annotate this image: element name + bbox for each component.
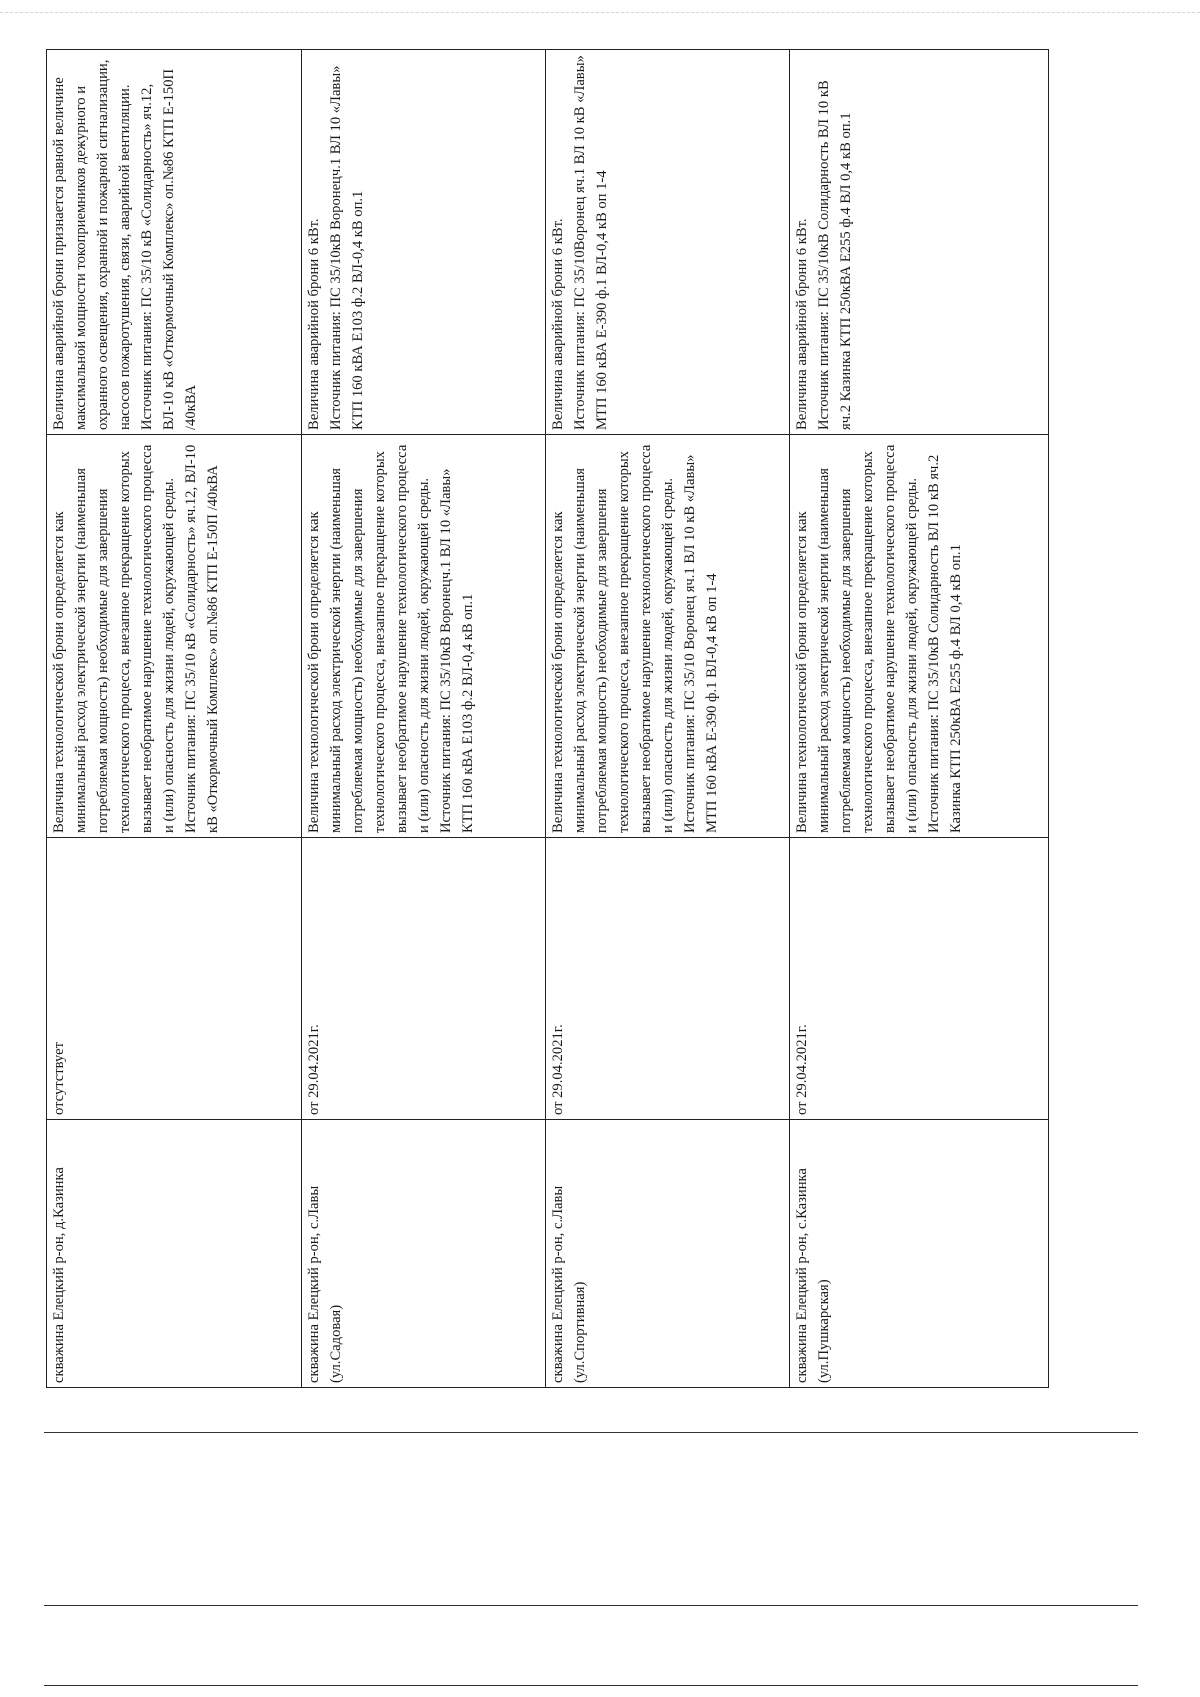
divider-line [44, 1605, 1138, 1606]
act-date-cell: от 29.04.2021г. [302, 838, 546, 1120]
object-cell: скважина Елецкий р-он, с.Казинка (ул.Пушкарская) [790, 1120, 1049, 1388]
table-row [546, 50, 790, 1388]
tech-reserve-cell: Величина технологической брони определяется как минимальный расход электрической энергии (наименьшая потребляемая мощность) необходимые для завершения технологического процесса, внезапное прекращение которых вызывает необратимое нарушение технологического процесса и (или) опасность для жизни людей, окружающей среды. Источник питания: ПС 35/10кВ Воронецч.1 ВЛ 10 «Лавы» КТП 160 кВА Е103 ф.2 ВЛ-0,4 кВ оп.1 [302, 435, 546, 838]
scan-top-edge [0, 12, 1200, 13]
emergency-reserve-cell: Величина аварийной брони признается равной величине максимальной мощности токоприемников дежурного и охранного освещения, охранной и пожарной сигнализации, насосов пожаротушения, связи, аварийной вентиляции. Источник питания: ПС 35/10 кВ «Солидарность» яч.12, ВЛ-10 кВ «Откормочный Комплекс» оп.№86 КТП Е-150П /40кВА [47, 50, 302, 435]
tech-reserve-cell: Величина технологической брони определяется как минимальный расход электрической энергии (наименьшая потребляемая мощность) необходимые для завершения технологического процесса, внезапное прекращение которых вызывает необратимое нарушение технологического процесса и (или) опасность для жизни людей, окружающей среды. Источник питания: ПС 35/10кВ Солидарность ВЛ 10 кВ яч.2 Казинка КТП 250кВА Е255 ф.4 ВЛ 0,4 кВ оп.1 [790, 435, 1049, 838]
divider-line [44, 1685, 1138, 1686]
table-row [302, 50, 546, 1388]
object-cell: скважина Елецкий р-он, д.Казинка [47, 1120, 302, 1388]
object-cell: скважина Елецкий р-он, с.Лавы (ул.Садовая) [302, 1120, 546, 1388]
act-date-cell: отсутствует [47, 838, 302, 1120]
object-cell: скважина Елецкий р-он, с.Лавы (ул.Спортивная) [546, 1120, 790, 1388]
emergency-reserve-cell: Величина аварийной брони 6 кВт. Источник питания: ПС 35/10кВ Воронецч.1 ВЛ 10 «Лавы» КТП 160 кВА Е103 ф.2 ВЛ-0,4 кВ оп.1 [302, 50, 546, 435]
rotated-table-container [46, 50, 1048, 1388]
act-date-cell: от 29.04.2021г. [546, 838, 790, 1120]
reserve-table [46, 49, 1049, 1388]
table-row [47, 50, 302, 1388]
act-date-cell: от 29.04.2021г. [790, 838, 1049, 1120]
tech-reserve-cell: Величина технологической брони определяется как минимальный расход электрической энергии (наименьшая потребляемая мощность) необходимые для завершения технологического процесса, внезапное прекращение которых вызывает необратимое нарушение технологического процесса и (или) опасность для жизни людей, окружающей среды. Источник питания: ПС 35/10 Воронец яч.1 ВЛ 10 кВ «Лавы» МТП 160 кВА Е-390 ф.1 ВЛ-0,4 кВ оп 1-4 [546, 435, 790, 838]
table-row [790, 50, 1049, 1388]
emergency-reserve-cell: Величина аварийной брони 6 кВт. Источник питания: ПС 35/10Воронец яч.1 ВЛ 10 кВ «Лавы» МТП 160 кВА Е-390 ф.1 ВЛ-0,4 кВ оп 1-4 [546, 50, 790, 435]
divider-line [44, 1432, 1138, 1433]
tech-reserve-cell: Величина технологической брони определяется как минимальный расход электрической энергии (наименьшая потребляемая мощность) необходимые для завершения технологического процесса, внезапное прекращение которых вызывает необратимое нарушение технологического процесса и (или) опасность для жизни людей, окружающей среды. Источник питания: ПС 35/10 кВ «Солидарность» яч.12, ВЛ-10 кВ «Откормочный Комплекс» оп.№86 КТП Е-150П /40кВА [47, 435, 302, 838]
emergency-reserve-cell: Величина аварийной брони 6 кВт. Источник питания: ПС 35/10кВ Солидарность ВЛ 10 кВ яч.2 Казинка КТП 250кВА Е255 ф.4 ВЛ 0,4 кВ оп.1 [790, 50, 1049, 435]
